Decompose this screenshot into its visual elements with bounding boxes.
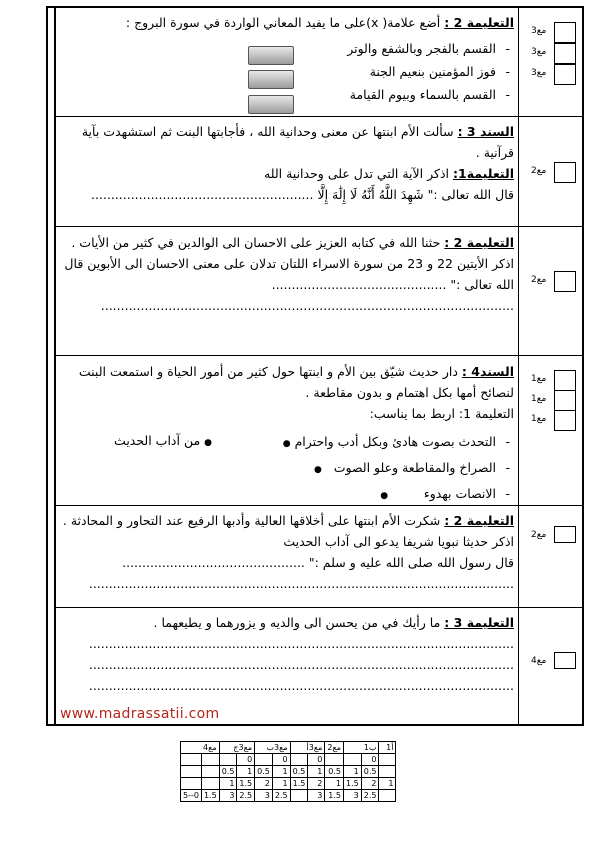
task-2-title: التعليمة 2 : (444, 513, 514, 528)
table-cell: 1.5 (237, 778, 255, 790)
instruction-1-text: اذكر الآية التي تدل على وحدانية الله (264, 166, 449, 181)
table-cell: مع2 (325, 742, 344, 754)
instruction-1-title: التعليمة1: (452, 166, 514, 181)
table-cell (219, 754, 237, 766)
section-divider (54, 355, 584, 356)
table-cell: 3 (219, 790, 237, 802)
verse-quote-line[interactable]: قال الله تعالى :" شَهِدَ اللَّهُ أَنَّهُ لَا إِلَٰهَ إِلَّا ........................................................ (90, 187, 514, 202)
mark-label: مع3 (531, 26, 547, 36)
table-cell: 1.5 (344, 778, 362, 790)
table-cell (181, 778, 202, 790)
table-cell (181, 754, 202, 766)
answer-line[interactable]: ........................................................................................................... (88, 657, 514, 672)
table-cell: 3 (255, 790, 273, 802)
answer-line[interactable]: ........................................................................................................... (88, 576, 514, 591)
table-cell: 1.5 (325, 790, 344, 802)
mark-box[interactable] (554, 64, 576, 85)
link-items-column (264, 430, 514, 508)
mark-box[interactable] (554, 526, 576, 543)
task-3-text: ما رأيك في من يحسن الى والديه و يزورهما و يطيعهما . (153, 615, 441, 630)
link-target: ● من آداب الحديث (114, 433, 212, 448)
table-cell: 3 (344, 790, 362, 802)
mark-label: مع1 (531, 394, 547, 404)
table-cell: 2 (255, 778, 273, 790)
task-3-title: التعليمة 3 : (444, 615, 514, 630)
sanad-3-section (62, 121, 514, 205)
sanad-3-text: سألت الأم ابنتها عن معنى وحدانية الله ، فأجابتها البنت ثم استشهدت بآية قرآنية . (81, 124, 514, 160)
mark-label: مع1 (531, 414, 547, 424)
hadith-quote-line[interactable]: قال رسول الله صلى الله عليه و سلم :" .............................................. (122, 555, 514, 570)
mark-box[interactable] (554, 22, 576, 43)
table-cell (379, 790, 396, 802)
section-divider (54, 116, 584, 117)
task-2-text: حثنا الله في كتابه العزيز على الاحسان الى الوالدين في كثير من الأيات . (71, 235, 441, 250)
mark-label: مع2 (531, 530, 547, 540)
task-2-text: شكرت الأم ابنتها على أخلاقها العالية وأدبها الرفيع عند التحاور و المحادثة . اذكر حديثا نبويا شريفا يدعو الى آداب الحديث (62, 513, 514, 549)
table-header-row (181, 742, 396, 754)
sanad-4-title: السند4 : (461, 364, 514, 379)
answer-line[interactable]: ........................................................................................................... (88, 678, 514, 693)
table-cell: أ1 (379, 742, 396, 754)
task-2-verses-section (62, 232, 514, 316)
link-item: - التحدث بصوت هادئ وبكل أدب واحترام ● (264, 430, 496, 456)
table-cell: 1.5 (290, 778, 308, 790)
option-item: - القسم بالسماء وبيوم القيامة (62, 83, 496, 106)
table-cell: مع4 (181, 742, 220, 754)
table-cell: 0.5 (219, 766, 237, 778)
website-link[interactable]: www.madrassatii.com (60, 706, 220, 722)
link-item: - الصراخ والمقاطعة وعلو الصوت ● (264, 456, 496, 482)
mark-box[interactable] (554, 390, 576, 411)
link-target-label: من آداب الحديث (114, 433, 201, 448)
table-cell: 0 (237, 754, 255, 766)
mark-label: مع2 (531, 275, 547, 285)
table-cell: 1 (344, 766, 362, 778)
section-divider (54, 226, 584, 227)
task-2-title: التعليمة 2 : (444, 235, 514, 250)
table-cell: 1 (379, 778, 396, 790)
left-margin-line (54, 6, 56, 726)
mark-box[interactable] (554, 43, 576, 64)
table-cell: 1 (325, 778, 344, 790)
mark-box[interactable] (554, 652, 576, 669)
option-item: - فوز المؤمنين بنعيم الجنة (62, 60, 496, 83)
table-cell (201, 754, 219, 766)
link-item: - الانصات بهدوء ● (264, 482, 496, 508)
mark-box[interactable] (554, 162, 576, 183)
answer-checkbox[interactable] (248, 46, 294, 65)
table-cell: 0.5 (290, 766, 308, 778)
instruction-1-link: التعليمة 1: اربط بما يناسب: (369, 406, 514, 421)
table-cell: 0 (272, 754, 290, 766)
table-row (181, 790, 396, 802)
task-1-text: أضع علامة( x)على ما يفيد المعاني الواردة في سورة البروج : (125, 15, 441, 30)
table-cell (255, 754, 273, 766)
table-cell: 1 (272, 766, 290, 778)
marks-column-divider (518, 6, 519, 726)
table-cell: 3 (308, 790, 325, 802)
score-table (180, 741, 396, 802)
table-cell: 2 (361, 778, 379, 790)
table-cell: 2.5 (237, 790, 255, 802)
task-2-hadith-section (62, 510, 514, 594)
sanad-3-title: السند 3 : (457, 124, 514, 139)
table-cell (344, 754, 362, 766)
table-cell: 0 (361, 754, 379, 766)
mark-label: مع4 (531, 656, 547, 666)
table-cell: 1ب (344, 742, 379, 754)
answer-line[interactable]: ........................................................................................................... (88, 636, 514, 651)
table-cell (379, 754, 396, 766)
table-cell: 2.5 (272, 790, 290, 802)
link-items (264, 430, 514, 508)
table-cell: 1.5 (201, 790, 219, 802)
table-cell: 0 (308, 754, 325, 766)
section-divider (54, 607, 584, 608)
answer-checkbox[interactable] (248, 70, 294, 89)
table-cell: مع3ب (255, 742, 290, 754)
mark-box[interactable] (554, 271, 576, 292)
mark-label: مع3 (531, 47, 547, 57)
table-cell (379, 766, 396, 778)
table-cell: 1 (219, 778, 237, 790)
task-1-title: التعليمة 2 : (444, 15, 514, 30)
table-cell: 0.5 (361, 766, 379, 778)
answer-line[interactable]: ........................................................................................................ (100, 298, 514, 313)
task-2-instruction[interactable]: اذكر الأيتين 22 و 23 من سورة الاسراء اللتان تدلان على معنى الاحسان الى الأبوين قال الله تعالى :" ............................................ (64, 256, 514, 292)
table-cell: 5--0 (181, 790, 202, 802)
option-item: - القسم بالفجر وبالشفع والوتر (62, 37, 496, 60)
table-row (181, 754, 396, 766)
table-row (181, 766, 396, 778)
sanad-4-text: دار حديث شيّق بين الأم و ابنتها حول كثير من أمور الحياة و استمعت البنت لنصائح أمها بكل اهتمام و بدون مقاطعة . (78, 364, 514, 400)
table-cell: 1 (272, 778, 290, 790)
table-row (181, 778, 396, 790)
table-cell (181, 766, 202, 778)
table-cell: 2.5 (361, 790, 379, 802)
table-cell: 1 (308, 766, 325, 778)
mark-label: مع1 (531, 374, 547, 384)
table-cell (290, 790, 308, 802)
sanad-4-section (62, 361, 514, 424)
table-cell: 0.5 (255, 766, 273, 778)
mark-label: مع2 (531, 166, 547, 176)
table-cell (201, 766, 219, 778)
table-cell (201, 778, 219, 790)
mark-label: مع3 (531, 68, 547, 78)
task-3-section (62, 612, 514, 696)
mark-box[interactable] (554, 370, 576, 391)
table-cell: 1 (237, 766, 255, 778)
table-cell: 2 (308, 778, 325, 790)
mark-box[interactable] (554, 410, 576, 431)
table-cell: مع3أ (290, 742, 325, 754)
table-cell: 0.5 (325, 766, 344, 778)
answer-checkbox[interactable] (248, 95, 294, 114)
table-cell: مع3ج (219, 742, 254, 754)
table-cell (290, 754, 308, 766)
table-cell (325, 754, 344, 766)
